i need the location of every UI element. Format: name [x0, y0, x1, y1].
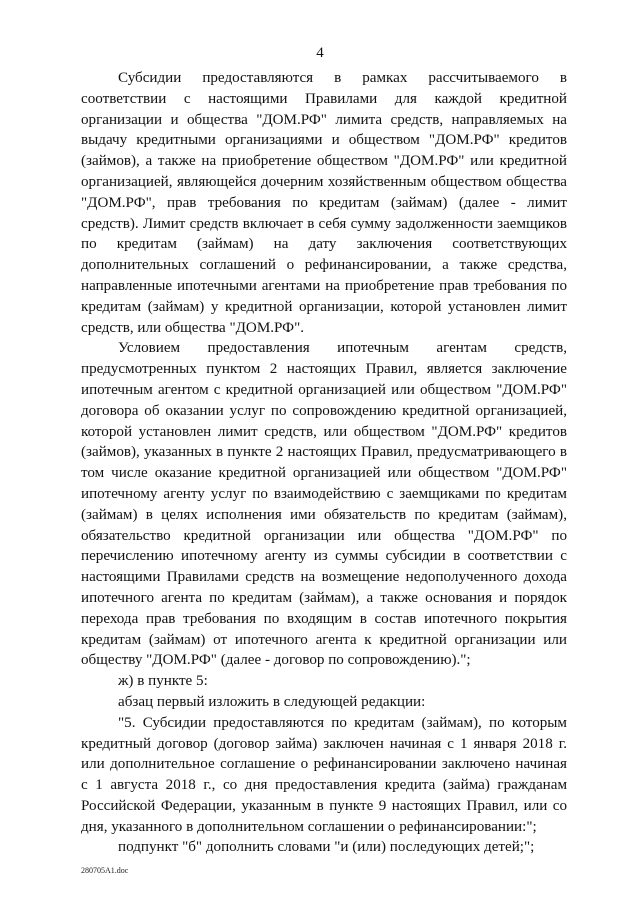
- paragraph-point-5: "5. Субсидии предоставляются по кредитам (займам), по которым кредитный договор (договор займа) заключен начиная с 1 января 2018 г. или дополнительное соглашение о рефинансировании заключено начиная с 1 августа 2018 г., со дня предоставления кредита (займа) гражданам Российской Федерации, указанным в пункте 9 настоящих Правил, или со дня, указанного в дополнительном соглашении о рефинансировании:";: [81, 714, 567, 835]
- paragraph-first-abzac: абзац первый изложить в следующей редакции:: [118, 693, 426, 710]
- footer-file-name: 280705A1.doc: [81, 866, 129, 875]
- paragraph-subpoint-b: подпункт "б" дополнить словами "и (или) последующих детей;";: [118, 839, 535, 856]
- page-number: 4: [316, 45, 324, 61]
- paragraph-subsidies-limit: Субсидии предоставляются в рамках рассчитываемого в соответствии с настоящими Правилами для каждой кредитной организации и общества "ДОМ.РФ" лимита средств, направляемых на выдачу кредитными организациями и обществом "ДОМ.РФ" кредитов (займов), а также на приобретение обществом "ДОМ.РФ" или кредитной организацией, являющейся дочерним хозяйственным обществом общества "ДОМ.РФ", прав требования по кредитам (займам) (далее - лимит средств). Лимит средств включает в себя сумму задолженности заемщиков по кредитам (займам) на дату заключения соответствующих дополнительных соглашений о рефинансировании, а также средства, направленные ипотечными агентами на приобретение прав требования по кредитам (займам) у кредитной организации, которой установлен лимит средств, или общества "ДОМ.РФ".: [81, 70, 567, 336]
- paragraph-condition: Условием предоставления ипотечным агентам средств, предусмотренных пунктом 2 настоящих Правил, является заключение ипотечным агентом с кредитной организацией или обществом "ДОМ.РФ" договора об оказании услуг по сопровождению кредитной организацией, которой установлен лимит средств, или обществом "ДОМ.РФ" кредитов (займов), указанных в пункте 2 настоящих Правил, предусматривающего в том числе оказание кредитной организацией или обществом "ДОМ.РФ" ипотечному агенту услуг по взаимодействию с заемщиками по кредитам (займам) в целях исполнения ими обязательств по кредитам (займам), обязательство кредитной организации или общества "ДОМ.РФ" по перечислению ипотечному агенту из суммы субсидии в соответствии с настоящими Правилами средств на возмещение недополученного дохода ипотечного агента по кредитам (займам), а также основания и порядок перехода прав требования по входящим в состав ипотечного покрытия кредитам (займам) от ипотечного агента к кредитной организации или обществу "ДОМ.РФ" (далее - договор по сопровождению).";: [81, 340, 567, 669]
- document-body: [81, 68, 567, 858]
- paragraph-item-zh: ж) в пункте 5:: [118, 673, 208, 690]
